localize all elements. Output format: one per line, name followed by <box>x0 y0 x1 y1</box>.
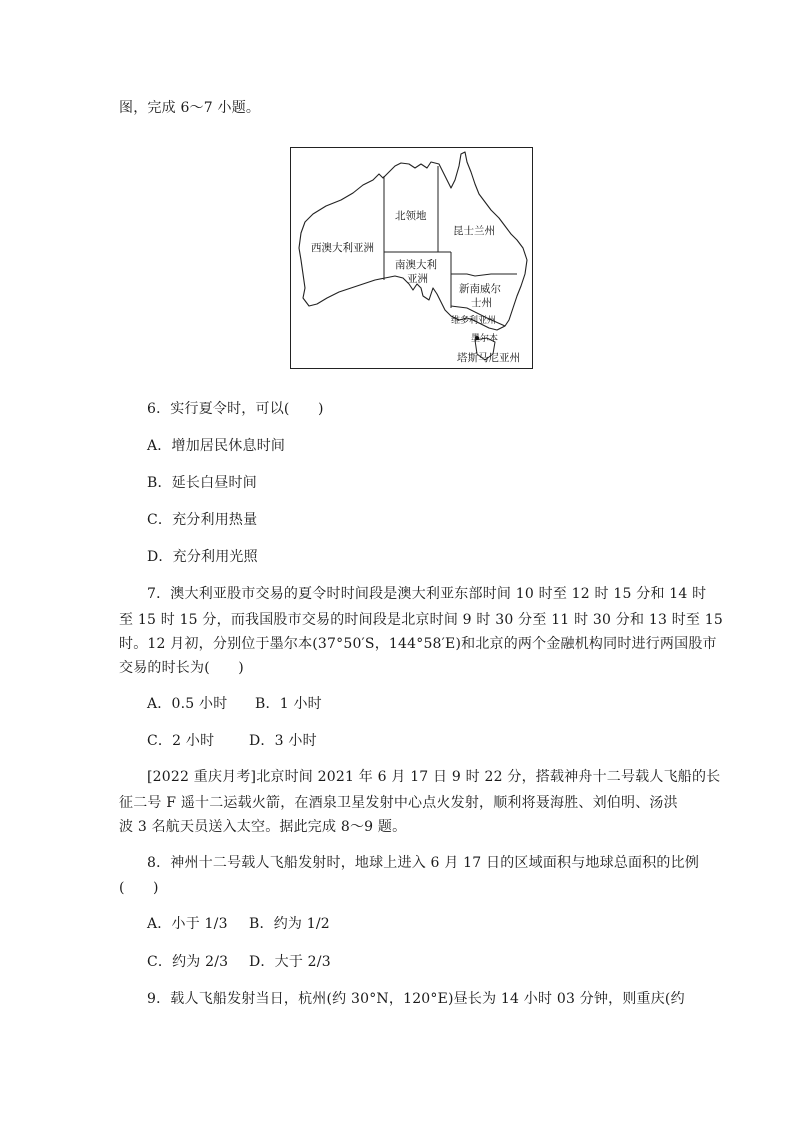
q7-line-2: 至 15 时 15 分，而我国股市交易的时间段是北京时间 9 时 30 分至 11 时 30 分和 13 时至 15 <box>119 612 723 628</box>
australia-mainland-outline <box>299 152 527 330</box>
label-tas: 塔斯马尼亚州 <box>457 352 520 364</box>
label-wa: 西澳大利亚洲 <box>311 242 374 254</box>
q8-option-d: D．大于 2/3 <box>249 954 331 970</box>
q8-option-a: A．小于 1/3 <box>147 916 228 932</box>
q8-option-c: C．约为 2/3 <box>147 954 229 970</box>
passage-line-2: 征二号 F 遥十二运载火箭，在酒泉卫星发射中心点火发射，顺利将聂海胜、刘伯明、汤洪 <box>119 795 678 811</box>
q7-line-1: 7．澳大利亚股市交易的夏令时时间段是澳大利亚东部时间 10 时至 12 时 15 分和 14 时 <box>147 586 707 602</box>
intro-text: 图，完成 6～7 小题。 <box>119 100 261 116</box>
q7-line-4: 交易的时长为( ) <box>119 660 244 676</box>
australia-map <box>290 147 533 369</box>
label-sa-1: 南澳大利 <box>395 259 437 271</box>
q7-option-b: B．1 小时 <box>255 696 322 712</box>
q7-option-a: A．0.5 小时 <box>147 696 228 712</box>
australia-map-drawing <box>291 148 532 368</box>
passage-line-3: 波 3 名航天员送入太空。据此完成 8～9 题。 <box>119 819 407 835</box>
q6-option-a: A．增加居民休息时间 <box>147 438 286 454</box>
label-melbourne: 墨尔本 <box>471 334 499 344</box>
q7-line-3: 时。12 月初，分别位于墨尔本(37°50′S，144°58′E)和北京的两个金融机构同时进行两国股市 <box>119 636 717 652</box>
q7-option-c: C．2 小时 <box>147 733 215 749</box>
passage-line-1: [2022 重庆月考]北京时间 2021 年 6 月 17 日 9 时 22 分，搭载神舟十二号载人飞船的长 <box>147 769 721 785</box>
label-nsw-1: 新南威尔 <box>459 283 501 295</box>
q6-option-b: B．延长白昼时间 <box>147 475 257 491</box>
q9-line-1: 9．载人飞船发射当日，杭州(约 30°N，120°E)昼长为 14 小时 03 分钟，则重庆(约 <box>147 991 685 1007</box>
q8-line-2: ( ) <box>119 880 159 896</box>
label-sa-2: 亚洲 <box>407 273 428 285</box>
q6-stem: 6．实行夏令时，可以( ) <box>147 401 324 417</box>
label-vic: 维多利亚州 <box>451 316 497 326</box>
label-nsw-2: 士州 <box>471 297 492 309</box>
label-nt: 北领地 <box>395 210 427 222</box>
q8-option-b: B．约为 1/2 <box>249 916 330 932</box>
q8-line-1: 8．神州十二号载人飞船发射时，地球上进入 6 月 17 日的区域面积与地球总面积的比例 <box>147 855 700 871</box>
q6-option-c: C．充分利用热量 <box>147 512 258 528</box>
q6-option-d: D．充分利用光照 <box>147 549 258 565</box>
q7-option-d: D．3 小时 <box>249 733 317 749</box>
label-qld: 昆士兰州 <box>453 225 495 237</box>
